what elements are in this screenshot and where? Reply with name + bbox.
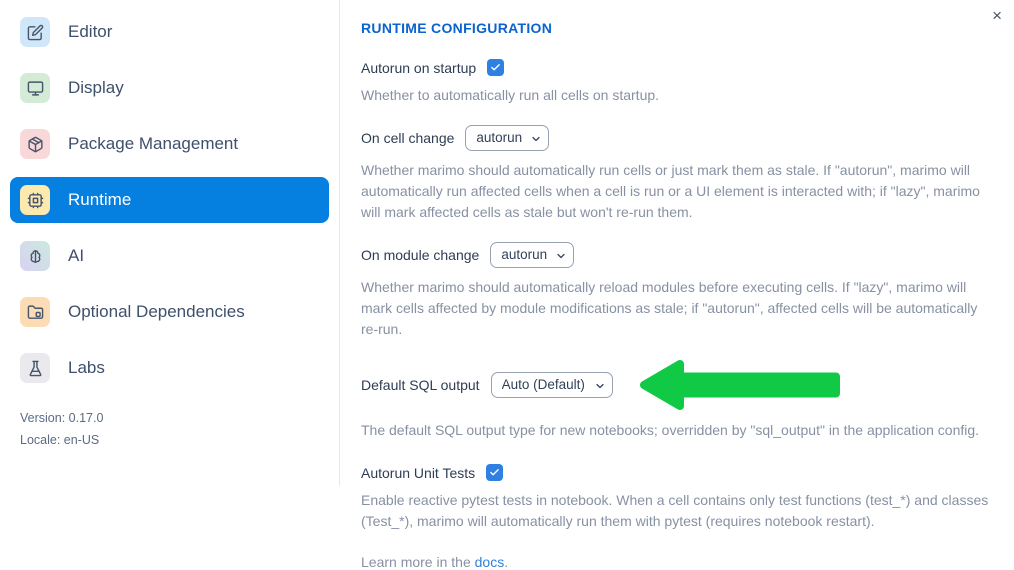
setting-autorun-on-startup	[361, 55, 990, 106]
setting-description: The default SQL output type for new notebooks; overridden by "sql_output" in the application config.	[361, 422, 980, 438]
cpu-icon	[20, 185, 50, 215]
autorun-on-startup-checkbox[interactable]	[487, 59, 504, 76]
edit-icon	[20, 17, 50, 47]
checkmark-icon	[489, 467, 500, 478]
sidebar-item-optional-dependencies[interactable]	[10, 289, 329, 335]
autorun-unit-tests-checkbox[interactable]	[486, 464, 503, 481]
sidebar-item-label: Runtime	[68, 190, 132, 209]
page-title: RUNTIME CONFIGURATION	[361, 20, 553, 36]
locale-text: Locale: en-US	[20, 433, 100, 447]
sidebar-item-label: Labs	[68, 358, 105, 377]
sidebar-item-display[interactable]	[10, 65, 329, 111]
on-cell-change-select[interactable]	[465, 125, 549, 151]
sidebar-meta	[20, 407, 339, 451]
close-button[interactable]	[992, 6, 1002, 26]
learn-more-suffix: .	[504, 554, 509, 570]
setting-label: On cell change	[361, 130, 455, 146]
setting-label: On module change	[361, 247, 480, 263]
docs-link[interactable]: docs	[474, 554, 505, 570]
green-arrow-annotation	[640, 359, 840, 411]
sidebar-item-label: Display	[68, 78, 124, 97]
folder-icon	[20, 297, 50, 327]
flask-icon	[20, 353, 50, 383]
setting-label: Autorun Unit Tests	[361, 464, 476, 481]
close-icon: ×	[992, 6, 1002, 25]
setting-description: Enable reactive pytest tests in notebook. When a cell contains only test functions (test_*) and classes (Test_*), marimo will automatically run them with pytest (requires notebook restart).	[361, 492, 989, 529]
learn-more-prefix: Learn more in the	[361, 554, 475, 570]
learn-more-line	[361, 554, 990, 570]
checkmark-icon	[490, 62, 501, 73]
setting-description: Whether to automatically run all cells on startup.	[361, 87, 660, 103]
sidebar-item-editor[interactable]	[10, 9, 329, 55]
brain-icon	[20, 241, 50, 271]
monitor-icon	[20, 73, 50, 103]
sidebar-item-label: Package Management	[68, 134, 239, 153]
sidebar-item-label: Editor	[68, 22, 113, 41]
sidebar-item-ai[interactable]	[10, 233, 329, 279]
sidebar-item-labs[interactable]	[10, 345, 329, 391]
on-module-change-select[interactable]	[490, 242, 574, 268]
version-text: Version: 0.17.0	[20, 411, 104, 425]
default-sql-output-select[interactable]	[491, 372, 613, 398]
setting-on-cell-change	[361, 125, 990, 223]
setting-label: Default SQL output	[361, 377, 480, 393]
settings-sidebar	[0, 0, 340, 486]
setting-description: Whether marimo should automatically run cells or just mark them as stale. If "autorun", marimo will automatically run affected cells when a cell is run or a UI element is interacted with; if "lazy", marimo will mark affected cells as stale but won't re-run them.	[361, 162, 980, 220]
package-icon	[20, 129, 50, 159]
sidebar-item-package-management[interactable]	[10, 121, 329, 167]
sidebar-item-label: AI	[68, 246, 85, 265]
runtime-configuration-panel	[340, 0, 1014, 570]
sidebar-item-runtime[interactable]	[10, 177, 329, 223]
sidebar-item-label: Optional Dependencies	[68, 302, 245, 321]
setting-default-sql-output	[361, 359, 990, 441]
setting-on-module-change	[361, 242, 990, 340]
setting-description: Whether marimo should automatically reload modules before executing cells. If "lazy", marimo will mark cells affected by module modifications as stale; if "autorun", affected cells will be automatically re-run.	[361, 279, 978, 337]
setting-label: Autorun on startup	[361, 59, 477, 76]
setting-autorun-unit-tests	[361, 460, 990, 532]
